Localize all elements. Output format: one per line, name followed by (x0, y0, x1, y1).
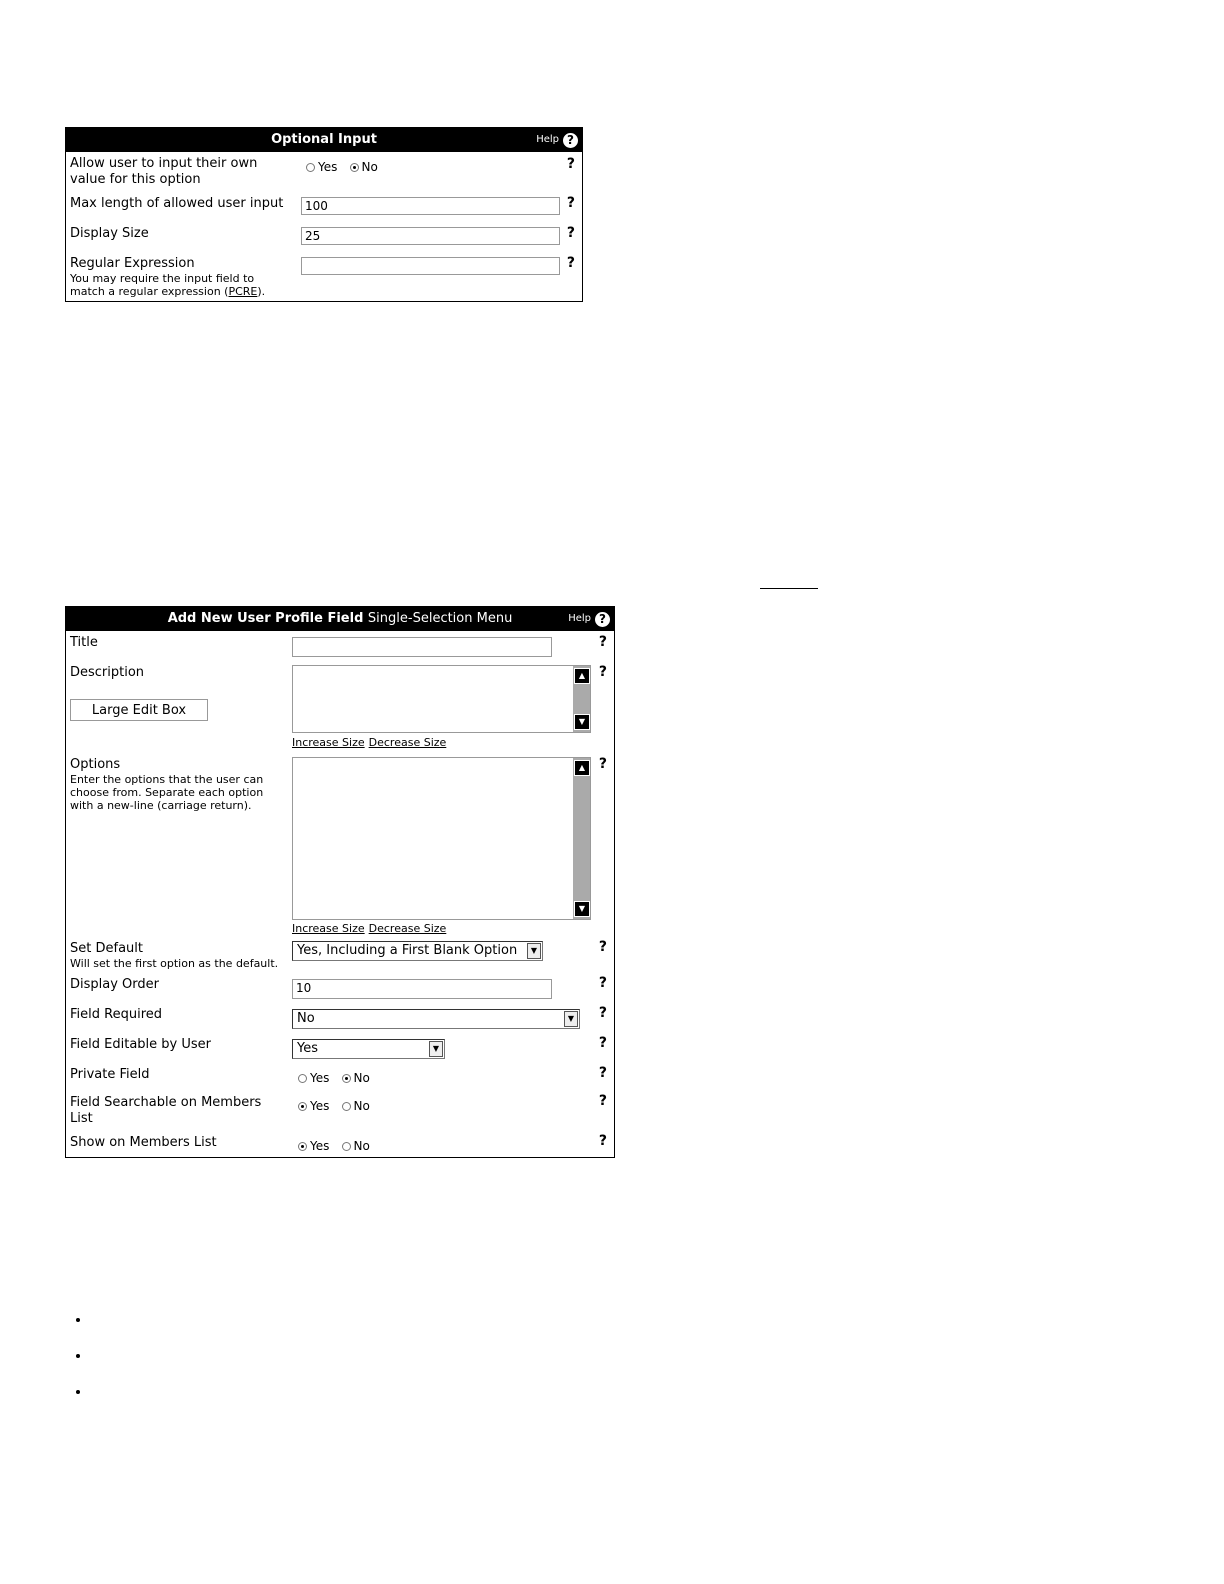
regex-input[interactable] (301, 257, 560, 275)
optional-input-panel (65, 127, 583, 302)
help-icon: ? (563, 133, 578, 148)
description-row (66, 661, 614, 753)
searchable-no-radio[interactable]: No (342, 1099, 370, 1113)
show-members-no-radio[interactable]: No (342, 1139, 370, 1153)
set-default-desc: Will set the first option as the default. (70, 957, 279, 970)
radio-selected-icon (342, 1074, 351, 1083)
help-icon: ? (595, 612, 610, 627)
max-length-row (66, 194, 582, 224)
private-field-no-radio[interactable]: No (342, 1071, 370, 1085)
divider-line (760, 588, 818, 589)
display-order-help-icon[interactable]: ? (598, 975, 607, 991)
scroll-down-icon[interactable]: ▼ (574, 714, 590, 730)
max-length-input[interactable]: 100 (301, 197, 560, 215)
private-field-row (66, 1065, 614, 1093)
field-editable-label: Field Editable by User (70, 1037, 211, 1052)
searchable-label-line2: List (70, 1111, 93, 1126)
large-edit-box-button[interactable]: Large Edit Box (70, 699, 208, 721)
options-textarea[interactable] (292, 757, 591, 920)
show-members-row (66, 1133, 614, 1157)
panel-title: Add New User Profile Field (167, 611, 364, 626)
scrollbar[interactable] (573, 758, 590, 919)
options-label: Options (70, 757, 121, 772)
description-increase-size-link[interactable]: Increase Size (292, 736, 365, 749)
radio-icon (342, 1102, 351, 1111)
allow-user-help-icon[interactable]: ? (566, 156, 575, 172)
radio-icon (298, 1074, 307, 1083)
max-length-help-icon[interactable]: ? (566, 195, 575, 211)
allow-user-label-line1: Allow user to input their own (70, 156, 258, 171)
description-label: Description (70, 665, 145, 680)
add-field-header (66, 607, 614, 631)
title-help-icon[interactable]: ? (598, 634, 607, 650)
regex-label: Regular Expression (70, 256, 195, 271)
radio-selected-icon (350, 163, 359, 172)
searchable-yes-radio[interactable]: Yes (298, 1099, 329, 1113)
radio-selected-icon (298, 1142, 307, 1151)
description-decrease-size-link[interactable]: Decrease Size (368, 736, 447, 749)
help-link[interactable]: Help ? (568, 607, 610, 631)
display-size-label: Display Size (70, 226, 149, 241)
set-default-row (66, 939, 614, 975)
radio-selected-icon (298, 1102, 307, 1111)
radio-icon (342, 1142, 351, 1151)
field-editable-help-icon[interactable]: ? (598, 1035, 607, 1051)
regex-help-icon[interactable]: ? (566, 255, 575, 271)
display-order-label: Display Order (70, 977, 159, 992)
allow-user-row (66, 152, 582, 194)
display-order-row (66, 975, 614, 1005)
chevron-down-icon: ▼ (429, 1041, 443, 1057)
panel-title: Optional Input (271, 132, 377, 147)
bullet-list (70, 1312, 90, 1420)
max-length-label: Max length of allowed user input (70, 196, 284, 211)
field-required-select[interactable]: No ▼ (292, 1009, 580, 1029)
scrollbar[interactable] (573, 666, 590, 732)
panel-subtitle: Single-Selection Menu (367, 611, 513, 626)
set-default-help-icon[interactable]: ? (598, 939, 607, 955)
set-default-label: Set Default (70, 941, 143, 956)
allow-user-label-line2: value for this option (70, 172, 201, 187)
display-size-input[interactable]: 25 (301, 227, 560, 245)
optional-input-header (66, 128, 582, 152)
show-members-label: Show on Members List (70, 1135, 217, 1150)
radio-icon (306, 163, 315, 172)
allow-user-yes-radio[interactable]: Yes (306, 160, 337, 174)
searchable-row (66, 1093, 614, 1133)
searchable-label-line1: Field Searchable on Members (70, 1095, 262, 1110)
private-field-label: Private Field (70, 1067, 150, 1082)
description-textarea[interactable] (292, 665, 591, 733)
show-members-yes-radio[interactable]: Yes (298, 1139, 329, 1153)
searchable-help-icon[interactable]: ? (598, 1093, 607, 1109)
title-row (66, 631, 614, 661)
display-size-row (66, 224, 582, 254)
set-default-select[interactable]: Yes, Including a First Blank Option ▼ (292, 941, 543, 961)
private-field-yes-radio[interactable]: Yes (298, 1071, 329, 1085)
title-input[interactable] (292, 637, 552, 657)
chevron-down-icon: ▼ (564, 1011, 578, 1027)
options-help-icon[interactable]: ? (598, 756, 607, 772)
show-members-help-icon[interactable]: ? (598, 1133, 607, 1149)
title-label: Title (70, 635, 98, 650)
options-row: Options Enter the options that the user can choose from. Separate each option with a new-line (carriage return). ▲ ▼ Increase Size Decrease Size ? (70, 756, 607, 935)
field-required-label: Field Required (70, 1007, 162, 1022)
display-size-help-icon[interactable]: ? (566, 225, 575, 241)
add-profile-field-panel (65, 606, 615, 1158)
scroll-up-icon[interactable]: ▲ (574, 668, 590, 684)
allow-user-no-radio[interactable]: No (350, 160, 378, 174)
options-increase-size-link[interactable]: Increase Size (292, 922, 365, 935)
field-required-row (66, 1005, 614, 1035)
scroll-up-icon[interactable]: ▲ (574, 760, 590, 776)
field-editable-row (66, 1035, 614, 1065)
description-help-icon[interactable]: ? (598, 664, 607, 680)
display-order-input[interactable]: 10 (292, 979, 552, 999)
regex-desc-line1: You may require the input field to (70, 272, 255, 285)
chevron-down-icon: ▼ (527, 943, 541, 959)
field-editable-select[interactable]: Yes ▼ (292, 1039, 445, 1059)
options-decrease-size-link[interactable]: Decrease Size (368, 922, 447, 935)
field-required-help-icon[interactable]: ? (598, 1005, 607, 1021)
pcre-link[interactable]: PCRE (228, 285, 258, 298)
regex-row: Regular Expression You may require the input field to match a regular expression (PCRE). ? (70, 255, 575, 298)
scroll-down-icon[interactable]: ▼ (574, 901, 590, 917)
private-field-help-icon[interactable]: ? (598, 1065, 607, 1081)
help-link[interactable]: Help ? (536, 128, 578, 152)
